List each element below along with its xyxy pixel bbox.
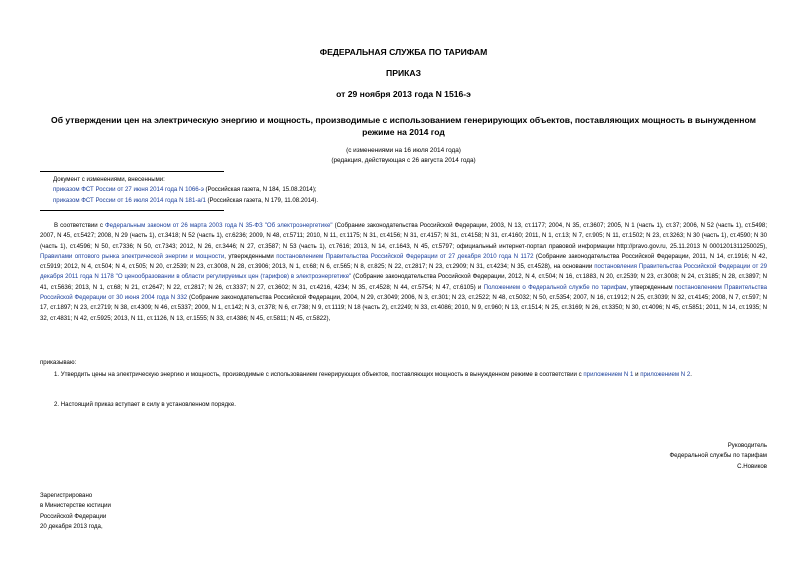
amendment-link[interactable]: приказом ФСТ России от 16 июля 2014 года N 181-а/1 xyxy=(53,197,206,204)
divider-bottom xyxy=(40,210,224,211)
preamble-text: (Собрание законодательства Российской Федерации, 2012, N 4, ст.504; N 16, ст.1883, N 20, ст.2539; N 23, ст.3008; N 24, ст.3185; N 28, ст.3897; N 41, ст.5636; 2013, N 1, ст.68; N 21, ст.2647; N 22, ст.2817; N 26, ст.3337; N 27, ст.3602; N 31, ст.4216, 4234; N 35, ст.4528; N 44, ст.5754; N 47, ст.6105) и xyxy=(40,273,767,291)
amendment-item xyxy=(53,185,317,195)
registration-date: 20 декабря 2013 года, xyxy=(40,522,103,530)
signature-organization: Федеральной службы по тарифам xyxy=(669,452,767,460)
ordered-label: приказываю: xyxy=(40,359,77,366)
preamble-text: (Собрание законодательства Российской Федерации, 2011, N 14, ст.1916; N 42, ст.5919; 2012, N 4, ст.504; N 4, ст.505; N 20, ст.2539; N 23, ст.3008, N 28, ст.3906; 2013, N 1, ст.68; N 6, ст.565; N 8, ст.825; N 22, ст.2817; N 23, ст.2909; N 31, ст.4234; N 35, ст.4528), на основании xyxy=(40,252,768,271)
registration-block xyxy=(40,491,111,532)
law-link[interactable]: Федеральным законом от 26 марта 2003 года N 35-ФЗ "Об электроэнергетике" xyxy=(105,222,333,229)
doc-date-number: от 29 ноября 2013 года N 1516-э xyxy=(336,89,471,99)
signature-position: Руководитель xyxy=(727,442,767,449)
registration-line: в Министерстве юстиции xyxy=(40,502,111,510)
resolution-332-link[interactable]: постановлением Правительства Российской Федерации от 30 июня 2004 года N 332 xyxy=(40,283,768,302)
amendment-source: (Российская газета, N 184, 15.08.2014); xyxy=(203,186,317,193)
order-item-2: 2. Настоящий приказ вступает в силу в установленном порядке. xyxy=(54,401,236,408)
signature-name: С.Новиков xyxy=(737,462,767,470)
appendix-2-link[interactable]: приложением N 2 xyxy=(640,371,691,378)
amendments-title: Документ с изменениями, внесенными: xyxy=(53,176,165,183)
preamble-text: , утвержденными xyxy=(224,252,277,260)
preamble-text: (Собрание законодательства Российской Федерации, 2004, N 29, ст.3049; 2006, N 3, ст.301; N 23, ст.2522; N 48, ст.5032; N 50, ст.5354; 2007, N 16, ст.1912; N 25, ст.3039; N 32, ст.4145; 2008, N 7, ст.597; N 17, ст.1897; N 23, ст.2719; N 38, ст.4309; N 46, ст.5337; 2009, N 1, ст.142; N 3, ст.378; N 6, ст.738; N 9, ст.1119; N 18 (часть 2), ст.2249; N 33, ст.4086; 2010, N 9, ст.960; N 13, ст.1514; N 25, ст.3169; N 26, ст.3350; N 30, ст.4096; N 45, ст.5851; 2011, N 14, ст.1935; N 32, ст.4831; N 42, ст.5925; 2013, N 11, ст.1126, N 13, ст.1555; N 33, ст.4386; N 45, ст.5811; N 45, ст.5822), xyxy=(40,294,767,322)
regulation-link[interactable]: Положением о Федеральной службе по тарифам xyxy=(483,283,627,291)
registration-line: Российской Федерации xyxy=(40,512,107,520)
item-text: и xyxy=(633,371,641,378)
rules-link[interactable]: Правилами оптового рынка электрической энергии и мощности xyxy=(40,252,225,260)
preamble-text: (Собрание законодательства Российской Федерации, 2003, N 13, ст.1177; 2004, N 35, ст.3607; 2005, N 1 (часть 1), ст.37; 2006, N 52 (часть 1), ст.5498; 2007, N 45, ст.5427; 2008, N 29 (часть 1), ст.3418; N 52 (часть 1), ст.6236; 2009, N 48, ст.5711; 2010, N 11, ст.1175; N 31, ст.4156; N 31, ст.4157; N 31, ст.4158; N 31, ст.4160; 2011, N 1, ст.13; N 7, ст.905; N 11, ст.1502; N 23, ст.3263; N 30 (часть 1), ст.4590; N 30 (часть 1), ст.4596; N 50, ст.7336; N 50, ст.7343; 2012, N 26, ст.3446; N 27, ст.3587; N 53 (часть 1), ст.7616; 2013, N 14, ст.1643, N 45, ст.5797; официальный интернет-портал правовой информации http://pravo.gov.ru, 25.11.2013 N 0001201311250025), xyxy=(40,222,768,250)
item-text: . xyxy=(690,371,692,378)
changes-note: (с изменениями на 16 июля 2014 года) xyxy=(346,147,461,154)
doc-type-heading: ПРИКАЗ xyxy=(386,68,421,78)
item-text: 1. Утвердить цены на электрическую энергию и мощность, производимые с использованием генерирующих объектов, поставляющих мощность в вынужденном режиме в соответствии с xyxy=(54,371,584,378)
resolution-1172-link[interactable]: постановлением Правительства Российской Федерации от 27 декабря 2010 года N 1172 xyxy=(276,252,534,260)
resolution-1178-link[interactable]: постановления Правительства Российской Федерации от 29 декабря 2011 года N 1178 "О ценообразовании в области регулируемых цен (тарифов) в электроэнергетике" xyxy=(40,263,767,281)
doc-title: Об утверждении цен на электрическую энергию и мощность, производимые с использованием генерирующих объектов, поставляющих мощность в вынужденном режиме на 2014 год xyxy=(51,115,756,137)
amendment-link[interactable]: приказом ФСТ России от 27 июня 2014 года N 1066-э xyxy=(53,186,204,193)
preamble-text: , утвержденным xyxy=(626,283,675,291)
registration-line: Зарегистрировано xyxy=(40,492,93,499)
preamble-text: В соответствии с xyxy=(54,222,105,229)
divider-top xyxy=(40,171,224,172)
amendment-source: (Российская газета, N 179, 11.08.2014). xyxy=(205,197,319,204)
appendix-1-link[interactable]: приложением N 1 xyxy=(583,371,634,378)
order-item-1 xyxy=(40,370,767,380)
signature-block xyxy=(670,441,768,472)
amendment-item xyxy=(53,196,318,206)
preamble-paragraph xyxy=(40,221,767,324)
edition-note: (редакция, действующая с 26 августа 2014 года) xyxy=(331,157,476,164)
agency-heading: ФЕДЕРАЛЬНАЯ СЛУЖБА ПО ТАРИФАМ xyxy=(319,47,488,57)
